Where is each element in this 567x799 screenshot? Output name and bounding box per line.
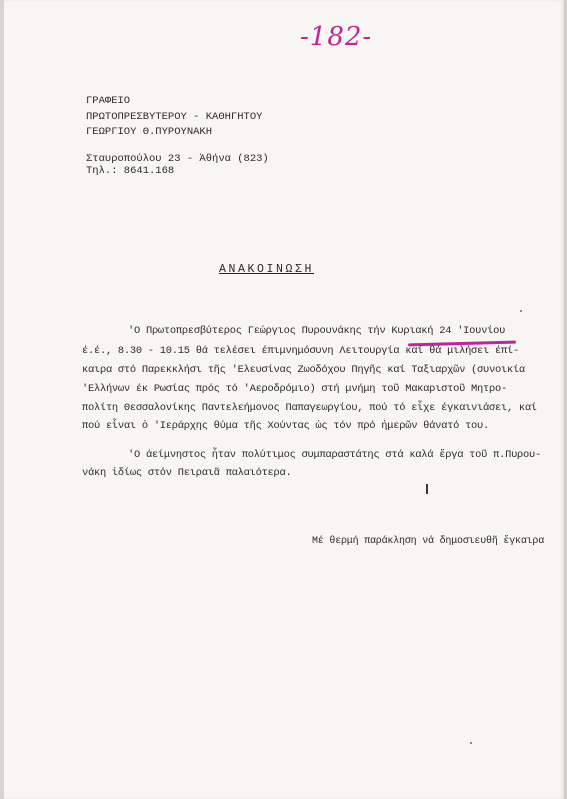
paragraph1-line6: πού εἶναι ὁ 'Ιεράρχης θύμα τῆς Χούντας ὡς τόν πρό ἡμερῶν θάνατό του. [82, 420, 490, 432]
header-phone: Τηλ.: 8641.168 [86, 165, 175, 177]
paragraph1-line5: πολίτη Θεσσαλονίκης Παντελεήμονος Παπαγεωργίου, πού τό εἶχε έγκαινιάσει, καί [82, 402, 537, 414]
header-title: ΠΡΩΤΟΠΡΕΣΒΥΤΕΡΟΥ - ΚΑΘΗΓΗΤΟΥ [86, 111, 263, 123]
paragraph1-line4: 'Ελλήνων έκ Ρωσίας πρός τό 'Αεροδρόμιο) στή μνήμη τοῦ Μακαριστοῦ Μητρο- [82, 383, 507, 395]
header-name: ΓΕΩΡΓΙΟΥ Θ.ΠΥΡΟΥΝΑΚΗ [86, 126, 213, 138]
paragraph2-line1: 'Ο άείμνηστος ἦταν πολύτιμος συμπαραστάτης στά καλά ἔργα τοῦ π.Πυρου- [128, 449, 541, 461]
paragraph1-line3: καιρα στό Παρεκκλήσι τῆς 'Ελευσίνας Ζωοδόχου Πηγῆς καί Ταξιαρχῶν (συνοικία [82, 364, 525, 376]
announcement-title: ΑΝΑΚΟΙΝΩΣΗ [219, 263, 315, 276]
paper-speck [520, 310, 522, 312]
header-address: Σταυροπούλου 23 - Ἀθήνα (823) [86, 153, 269, 165]
paragraph1-line2: έ.έ., 8.30 - 10.15 θά τελέσει έπιμνημόσυνη Λειτουργία καί θά μιλήσει έπί- [82, 345, 519, 357]
closing-line: Μέ θερμή παράκληση νά δημοσιευθῆ ἔγκαιρα [312, 536, 545, 547]
header-office: ΓΡΑΦΕΙΟ [86, 95, 131, 107]
paper-speck [470, 742, 472, 744]
paragraph2-line2: νάκη ἰδίως στόν Πειραιᾶ παλαιότερα. [82, 467, 292, 479]
pen-mark [426, 484, 428, 494]
paragraph1-line1: 'Ο Πρωτοπρεσβύτερος Γεώργιος Πυρουνάκης τήν Κυριακή 24 'Ιουνίου [128, 325, 506, 337]
handwritten-page-number: -182- [300, 22, 373, 52]
